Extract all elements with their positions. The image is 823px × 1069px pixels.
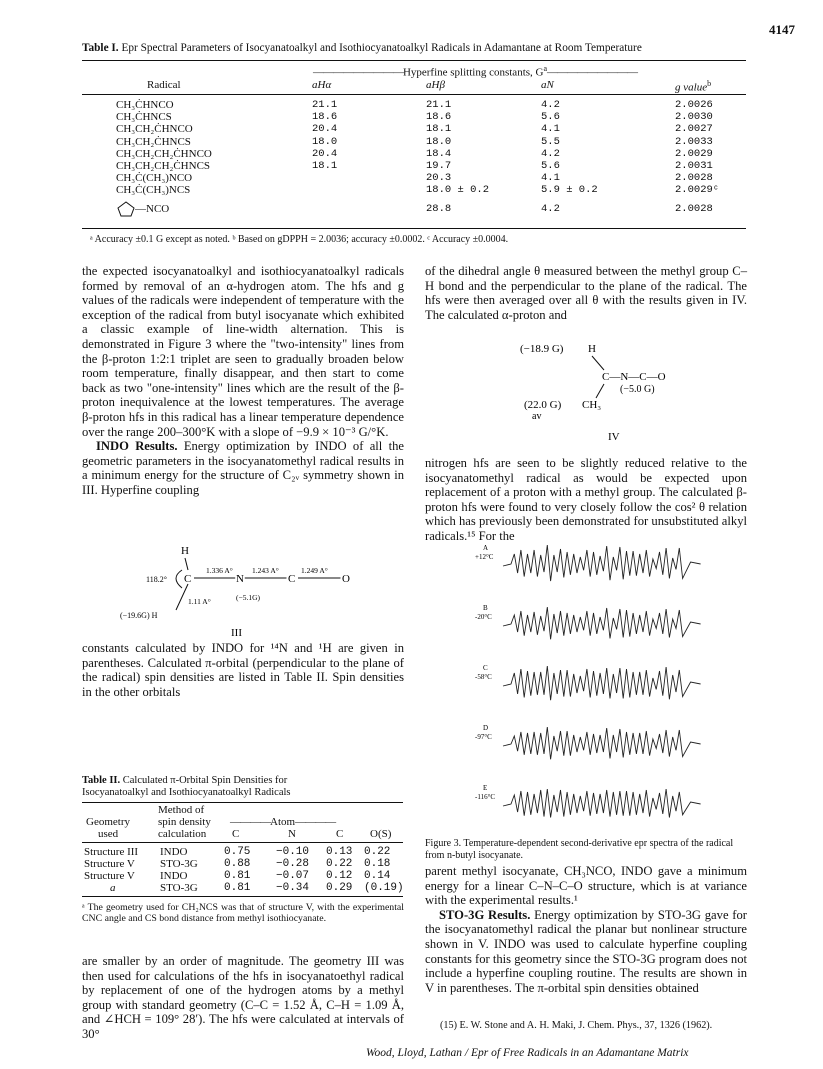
table1-cell-a-n: 5.6 [541, 111, 560, 124]
table1-cell-radical: CH₃Ċ(CH₃)NCO [116, 172, 193, 185]
paragraph-sto3g [425, 908, 747, 996]
table1-header-rule [82, 94, 746, 95]
table1-cell-a-alpha: 21.1 [312, 99, 338, 111]
table1-cell-radical: CH₃CH₂CH₂ĊHNCS [116, 160, 211, 172]
struct3-n: N [236, 573, 244, 585]
table2-cell-c: 0.81 [224, 882, 251, 894]
table2-cell-method: INDO [160, 870, 188, 882]
table2-cell-n: −0.07 [276, 870, 310, 882]
paragraph-dihedral: of the dihedral angle θ measured between the methyl group C–H bond and the perpendicular to the plane of the radical. The hfs were then averaged over all θ with the results given in IV. The calculated α-proton and [425, 264, 747, 322]
table2-cell-n: −0.28 [276, 858, 310, 870]
table1-cell-a-n: 4.2 [541, 147, 560, 160]
left-column-top [82, 264, 404, 498]
trace-curve [503, 666, 701, 700]
table1-caption [82, 42, 782, 54]
table2-footnote: ᵃ The geometry used for CH₂NCS was that of structure V, with the experimental CNC angle and CS bond distance from methyl isothiocyanate. [82, 902, 404, 924]
table2-h-c2: C [336, 828, 344, 840]
table1-cell-a-n: 4.2 [541, 99, 560, 111]
table1-cell-a-beta: 18.1 [426, 123, 452, 136]
table2-cell-c: 0.88 [224, 858, 251, 870]
table1-cell-a-alpha: 20.4 [312, 147, 338, 160]
struct3-n-hfs: (−5.1G) [236, 593, 261, 602]
table2-caption-line1: Calculated π-Orbital Spin Densities for [122, 775, 288, 786]
spectrum-trace [475, 544, 701, 581]
trace-temperature: -97°C [475, 733, 492, 741]
table1-cell-a-n: 4.1 [541, 123, 560, 136]
spectrum-trace [475, 724, 701, 759]
table2-h-spin: spin density [158, 816, 211, 828]
struct3-angle: 118.2° [146, 575, 167, 584]
table2-cell-c2: 0.12 [326, 870, 353, 882]
table1-cell-a-beta: 28.8 [426, 203, 452, 215]
struct4-ch3-hfs: (22.0 G) [524, 399, 562, 411]
struct4-n-hfs: (−5.0 G) [620, 384, 655, 395]
trace-letter: D [483, 724, 489, 732]
table2-cell-method: STO-3G [160, 882, 198, 894]
table1-cell-a-beta: 18.6 [426, 111, 452, 124]
table1-cell-a-n: 5.6 [541, 160, 560, 172]
struct3-h-hfs: (−19.6G) H [120, 611, 158, 620]
right-column-top [425, 264, 747, 322]
struct3-angle-arc [176, 570, 182, 588]
table2-cell-c2: 0.13 [326, 846, 353, 858]
table1-caption-label: Table I. [82, 42, 119, 54]
table1-cell-g: 2.0028 [675, 172, 713, 185]
indo-body: Energy optimization by INDO of all the geometric parameters in the isocyanatomethyl radical results in a minimum energy for the structure of C₂ᵥ symmetry shown in III. Hyperfine coupling [82, 439, 404, 497]
spectrum-trace [475, 664, 701, 700]
table1-bottom-rule [82, 228, 746, 229]
table1-col-radical: Radical [147, 79, 181, 91]
trace-curve [503, 607, 701, 639]
table1-cell-a-beta: 18.4 [426, 147, 452, 160]
paragraph-nitrogen-hfs: nitrogen hfs are seen to be slightly reduced relative to the isocyanatomethyl radical as would be expected upon replacement of a proton with a methyl group. The calculated β-proton hfs were found to very closely follow the cos² θ relation which has previously been demonstrated for unsubstituted alkyl radicals.¹⁵ For the [425, 456, 747, 543]
table1-top-rule [82, 60, 746, 61]
trace-curve [503, 789, 701, 818]
paragraph-methyl-isocyanate: parent methyl isocyanate, CH₃NCO, INDO gave a minimum energy for a linear C–N–C–O structure, which is at variance with the experimental results.¹ [425, 864, 747, 908]
table1-cell-g: 2.0029ᶜ [675, 184, 720, 197]
table1-cell-radical: CH₃CH₂ĊHNCS [116, 135, 191, 148]
table1-cell-a-n: 5.5 [541, 135, 560, 148]
table1-cell-a-alpha: 18.0 [312, 135, 338, 148]
left-column-bottom [82, 954, 404, 1042]
trace-temperature: -20°C [475, 613, 492, 621]
right-column-bottom [425, 864, 747, 995]
table1-cell-g: 2.0026 [675, 99, 713, 111]
table2-h-geometry: Geometry [86, 816, 130, 828]
table1-cell-a-n: 4.2 [541, 203, 560, 215]
table2-cell-os: 0.22 [364, 846, 391, 858]
table2-cell-n: −0.10 [276, 846, 310, 858]
trace-letter: C [483, 664, 488, 672]
table1-cell-a-alpha: 18.1 [312, 160, 338, 172]
table2-cell-os: (0.19) [364, 882, 404, 894]
table2-h-atom: ————Atom———— [230, 816, 336, 828]
table1-cell-radical: CH₃CH₂ĊHNCO [116, 123, 193, 136]
table1-cell-g: 2.0028 [675, 203, 713, 215]
struct4-h: H [588, 343, 596, 355]
trace-letter: A [483, 544, 489, 552]
trace-curve [503, 545, 701, 581]
table1-cell-g: 2.0030 [675, 111, 713, 124]
struct4-h-hfs: (−18.9 G) [520, 343, 564, 355]
table2-cell-os: 0.18 [364, 858, 391, 870]
table1-cell-a-n: 4.1 [541, 172, 560, 185]
table1-col-a-n: aN [541, 79, 554, 91]
trace-temperature: +12°C [475, 553, 494, 561]
table2-cell-c2: 0.29 [326, 882, 353, 894]
figure3-spectra [475, 530, 715, 840]
trace-temperature: -116°C [475, 793, 496, 801]
struct3-label: III [231, 627, 242, 639]
table2-h-calc: calculation [158, 828, 207, 840]
table1-col-g: g value$^b$ [675, 79, 712, 94]
sto3g-heading: STO-3G Results. [439, 907, 531, 922]
table1-cell-g: 2.0033 [675, 135, 713, 148]
struct3-bond-ch-length: 1.11 A° [188, 597, 211, 606]
table2-cell-c: 0.75 [224, 846, 251, 858]
table2-cell-c: 0.81 [224, 870, 251, 882]
table1-col-a-beta: aHβ [426, 79, 445, 91]
table2-cell-os: 0.14 [364, 870, 391, 882]
table1-cell-a-beta: 18.0 ± 0.2 [426, 184, 490, 197]
paragraph-indo-results [82, 439, 404, 497]
page-number: 4147 [769, 22, 795, 37]
table1-cell-a-beta: 20.3 [426, 172, 452, 185]
table2-cell-method: INDO [160, 846, 188, 858]
table1-cell-a-n: 5.9 ± 0.2 [541, 184, 598, 197]
table1-footnote: ᵃ Accuracy ±0.1 G except as noted. ᵇ Based on gDPPH = 2.0036; accuracy ±0.0002. ᶜ Accuracy ±0.0004. [90, 234, 509, 245]
trace-curve [503, 727, 701, 759]
table2-bottom-rule [82, 896, 403, 897]
indo-heading: INDO Results. [96, 439, 178, 454]
table1-cell-g: 2.0031 [675, 160, 713, 172]
struct3-bond3: 1.249 A° [301, 566, 328, 575]
table2-caption-label: Table II. [82, 775, 121, 786]
table1-cell-radical: CH₃ĊHNCS [116, 111, 172, 124]
struct4-ch3: CH₃ [582, 399, 602, 411]
table1-span-header: —————————Hyperfine splitting constants, $G^a—————————$ [312, 64, 638, 79]
reference-15: (15) E. W. Stone and A. H. Maki, J. Chem. Phys., 37, 1326 (1962). [440, 1020, 713, 1031]
left-column-middle [82, 641, 404, 699]
struct4-bond-ch [592, 356, 604, 370]
struct3-c2: C [288, 573, 296, 585]
table2-h-n: N [288, 828, 296, 840]
table2-h-used: used [98, 828, 119, 840]
structure-IV [520, 338, 700, 448]
paragraph-line-width: the expected isocyanatoalkyl and isothiocyanatoalkyl radicals formed by removal of an α-hydrogen atom. The hfs and g values of the radicals were independent of temperature with the exception of the radical from butyl isocyanate which exhibited a classic example of line-width alternation. This is demonstrated in Figure 3 where the "two-intensity" lines from the β-proton 1:2:1 triplet are seen to gradually broaden below room temperature, finally disappear, and then start to come back as two "one-intensity" lines which are the result of the β-proton inequivalence at the lowest temperatures. The average β-proton hfs in this radical has a linear temperature dependence over the range 200–300°K with a slope of −9.9 × 10⁻³ G/°K. [82, 264, 404, 439]
struct4-label: IV [608, 431, 620, 443]
table2-h-c: C [232, 828, 240, 840]
table1-col-a-alpha: aHα [312, 79, 332, 91]
table2-cell-c2: 0.22 [326, 858, 353, 870]
table2-cell-geometry: Structure III [84, 846, 139, 858]
struct3-o: O [342, 573, 350, 585]
table2-caption-line2: Isocyanatoalkyl and Isothiocyanatoalkyl Radicals [82, 787, 291, 798]
table1-cell-a-beta: 19.7 [426, 160, 452, 172]
table2-cell-n: −0.34 [276, 882, 310, 894]
struct3-c1: C [184, 573, 192, 585]
table1-cell-g: 2.0029 [675, 147, 713, 160]
cyclopentyl-ring-icon [116, 200, 136, 218]
struct3-bond-ch-top [185, 558, 188, 570]
table1-cell-a-alpha: 20.4 [312, 123, 338, 136]
table2-top-rule [82, 802, 403, 803]
table2-cell-geometry: a [110, 882, 116, 894]
struct4-bond-cc [596, 384, 604, 398]
paragraph-hfs-parentheses: constants calculated by INDO for ¹⁴N and ¹H are given in parentheses. Calculated π-orbital (perpendicular to the plane of the radical) spin densities are listed in Table II. Spin densities in the other orbitals [82, 641, 404, 699]
figure3-caption: Figure 3. Temperature-dependent second-derivative epr spectra of the radical from n-butyl isocyanate. [425, 838, 734, 861]
spectrum-trace [475, 784, 701, 818]
struct4-av: av [532, 411, 542, 422]
table1-cell-radical: —NCO [135, 203, 170, 215]
table2-cell-geometry: Structure V [84, 858, 135, 870]
running-footer: Wood, Lloyd, Lathan / Epr of Free Radicals in an Adamantane Matrix [366, 1047, 689, 1059]
trace-letter: B [483, 604, 488, 612]
table2-cell-geometry: Structure V [84, 870, 135, 882]
table1-cell-radical: CH₃ĊHNCO [116, 99, 174, 111]
struct3-bond1: 1.336 A° [206, 566, 233, 575]
table2-h-method: Method of [158, 804, 205, 816]
trace-temperature: -58°C [475, 673, 492, 681]
table1-caption-text: Epr Spectral Parameters of Isocyanatoalkyl and Isothiocyanatoalkyl Radicals in Adamantane at Room Temperature [121, 42, 642, 54]
table2-h-os: O(S) [370, 828, 392, 840]
table2-caption [82, 775, 404, 799]
table2-cell-method: STO-3G [160, 858, 198, 870]
table2-header-rule [82, 842, 403, 843]
paragraph-geometry-iii: are smaller by an order of magnitude. The geometry III was then used for calculations of the hfs in isocyanatoethyl radical by replacement of one of the hydrogen atoms by a methyl group with standard geometry (C–C = 1.52 Å, C–H = 1.09 Å, and ∠HCH = 109° 28′). The hfs were calculated at intervals of 30° [82, 954, 404, 1041]
table1-cell-g: 2.0027 [675, 123, 713, 136]
table1-cell-a-beta: 18.0 [426, 135, 452, 148]
spectrum-trace [475, 604, 701, 639]
table1-cell-radical: CH₃Ċ(CH₃)NCS [116, 184, 191, 197]
struct3-bond2: 1.243 A° [252, 566, 279, 575]
table1-cell-radical: CH₃CH₂CH₂ĊHNCO [116, 147, 212, 160]
sto3g-body: Energy optimization by STO-3G gave for the isocyanatomethyl radical the planar but nonlinear structure shown in V. INDO was used to calculate hyperfine coupling constants for this geometry since the STO-3G program does not include a hyperfine coupling routine. The results are shown in V in parentheses. The π-orbital spin densities obtained [425, 907, 747, 995]
trace-letter: E [483, 784, 488, 792]
table1-cell-a-beta: 21.1 [426, 99, 452, 111]
struct3-h-top: H [181, 545, 189, 557]
struct4-chain: C—N—C—O [602, 371, 666, 383]
table1-cell-a-alpha: 18.6 [312, 111, 338, 124]
